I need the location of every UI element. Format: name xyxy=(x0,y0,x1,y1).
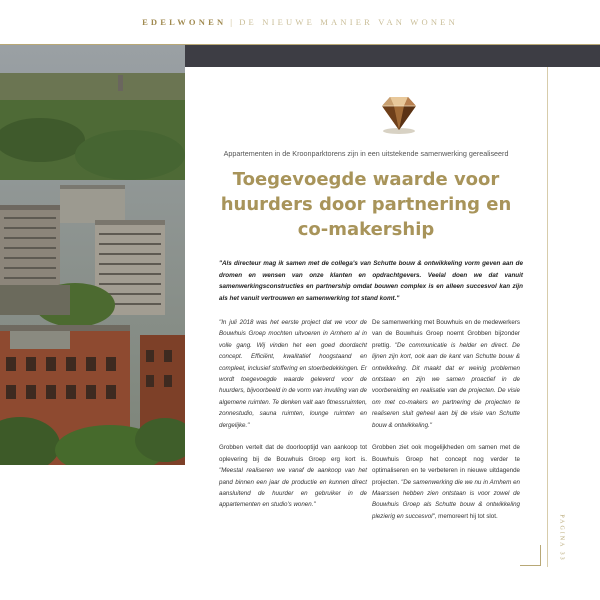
right-paragraph-2 xyxy=(372,442,520,522)
corner-mark xyxy=(520,545,541,566)
brand-name: EDELWONEN xyxy=(142,17,227,27)
masthead xyxy=(0,0,600,45)
headline-line: Toegevoegde waarde voor xyxy=(232,169,500,190)
page-number xyxy=(552,515,592,575)
page-number-label: PAGINA 33 xyxy=(558,514,565,562)
vertical-rule xyxy=(547,67,548,567)
article-subline: Appartementen in de Kroonparktorens zijn in een uitstekende samenwerking gerealiseerd xyxy=(223,149,509,158)
right-column xyxy=(372,317,520,534)
right-paragraph-2-quote: "De samenwerking die we nu in Arnhem en Maarssen hebben zien ontstaan is voor zowel de Bouwhuis Groep als Schutte bouw & ontwikkeling plezierig en succesvol" xyxy=(372,478,520,520)
article-intro: "Als directeur mag ik samen met de collega's van Schutte bouw & ontwikkeling vorm geven aan de dromen en wensen van onze klanten en opdrachtgevers. Veelal doen we dat vanuit samenwerkingsconstructies en partnership omdat bouwen complex is en alleen succesvol kan zijn als het vanuit vertrouwen en samenwerking tot stand komt." xyxy=(219,260,523,302)
right-paragraph-1 xyxy=(372,317,520,431)
left-paragraph-1: "In juli 2018 was het eerste project dat we voor de Bouwhuis Groep mochten uitvoeren in Arnhem al in volle gang. Wij vinden het een goed doordacht concept. Efficiënt, kwalitatief hoogstaand en compleet, inclusief stoffering en stoerbedekkingen. Er wordt toegevoegde waarde geleverd voor de huurders, bijvoorbeeld in de vorm van invulling van de algemene ruimten. Te denken valt aan fitnessruimten, zonnestudio, sauna ruimten, lounge ruimten en dergelijke." xyxy=(219,319,367,429)
headline-line: co-makership xyxy=(297,219,435,240)
article-panel xyxy=(185,67,547,567)
left-paragraph-2 xyxy=(219,442,367,510)
right-paragraph-1-quote: "De communicatie is helder en direct. De lijnen zijn kort, ook aan de kant van Schutte bouw & ontwikkeling. Dit maakt dat er weinig problemen ontstaan en zijn we samen proactief in de voorbereiding en realisatie van de projecten. De visie om met co-makers en partnering de projecten te realiseren sluit geheel aan bij de visie van Schutte bouw & ontwikkeling." xyxy=(372,341,520,429)
left-paragraph-2-text: Grobben vertelt dat de doorlooptijd van aankoop tot oplevering bij de Bouwhuis Groep erg kort is. xyxy=(219,444,367,463)
right-paragraph-1-text: De samenwerking met Bouwhuis en de medewerkers van de Bouwhuis Groep noemt Grobben bijzonder prettig. xyxy=(372,319,520,349)
headline-line: huurders door partnering en xyxy=(220,194,512,215)
masthead-separator: | xyxy=(230,17,236,27)
left-paragraph-2-quote: "Meestal realiseren we vanaf de aankoop van het pand binnen een jaar de productie en kunnen direct aansluitend de huurder en gebruiker in de appartementen en studio's wonen." xyxy=(219,467,367,509)
dark-header-band xyxy=(185,45,600,67)
article-headline xyxy=(185,167,547,242)
diamond-icon xyxy=(376,93,422,135)
masthead-tagline: DE NIEUWE MANIER VAN WONEN xyxy=(239,17,458,27)
masthead-title xyxy=(0,17,600,27)
right-paragraph-2-text: Grobben ziet ook mogelijkheden om samen met de Bouwhuis Groep het concept nog verder te optimaliseren en te verbeteren in nieuwe uitdagende projecten. xyxy=(372,444,520,486)
city-photo xyxy=(0,45,185,465)
right-paragraph-2-tail: , memoreert hij tot slot. xyxy=(434,512,498,520)
left-column xyxy=(219,317,367,522)
